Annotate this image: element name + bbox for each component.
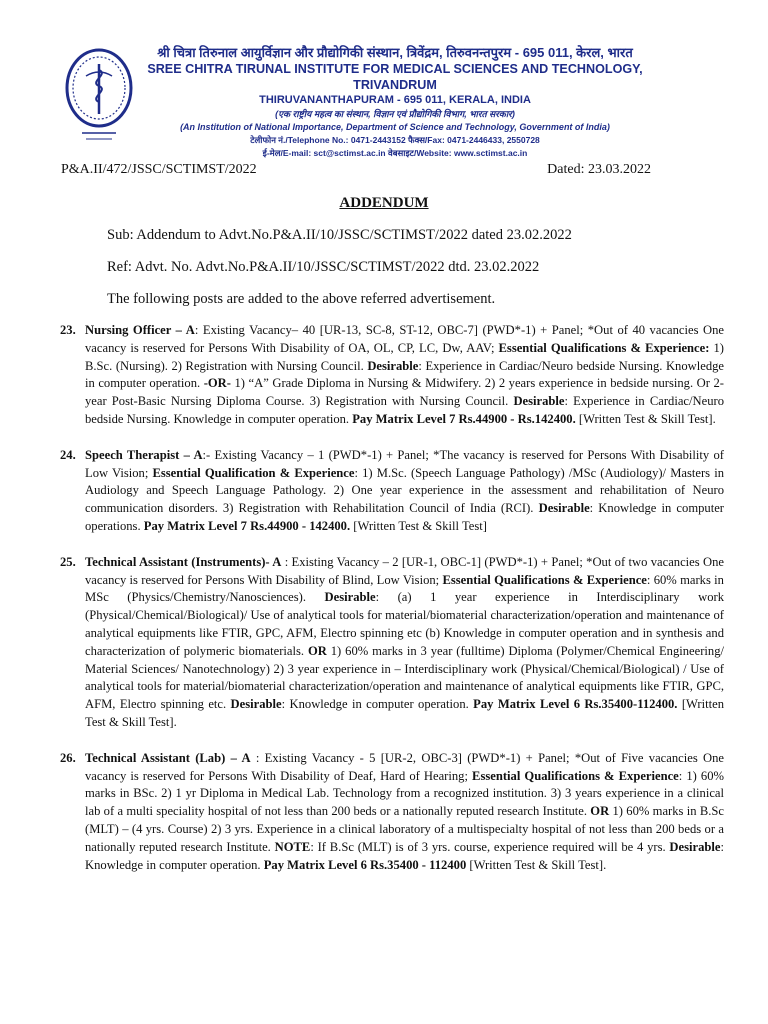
post-body [85,554,724,732]
letterhead [0,0,768,160]
list-item [60,750,724,875]
post-body [85,322,724,429]
note-text: : If B.Sc (MLT) is of 3 yrs. course, experience required will be 4 yrs. [310,839,670,854]
post-title: Speech Therapist – A [85,447,203,462]
list-item [60,554,724,732]
document-title: ADDENDUM [339,195,429,211]
qualification-label: Essential Qualifications & Experience: [498,340,710,355]
contact-email-web: ई-मेल/E-mail: sct@sctimst.ac.in वेबसाइट/Website: www.sctimst.ac.in [262,148,528,158]
post-title: Technical Assistant (Lab) – A [85,750,251,765]
desirable-text: : Experience in Cardiac/Neuro bedside Nursing. Knowledge in computer operation. [85,394,724,426]
or-label: OR [590,804,610,819]
or-label: -OR- [203,376,231,391]
test-info: [Written Test & Skill Test]. [85,697,725,729]
desirable-label: Desirable [513,394,565,409]
post-body [85,447,724,536]
pay-matrix: Pay Matrix Level 6 Rs.35400-112400. [473,697,678,712]
date: Dated: 23.03.2022 [547,162,651,177]
institute-status-hindi: (एक राष्ट्रीय महत्व का संस्थान, विज्ञान एवं प्रौद्योगिकी विभाग, भारत सरकार) [275,109,515,119]
qualification-text: : 1) M.Sc. (Speech Language Pathology) /MSc (Audiology)/ Masters in Audiology and Speech Language Pathology. 2) One year experience in the assessment and rehabilitation of Neuro communication disorders. 3) Registration with Rehabilitation Council of India (RCI). [85,465,724,516]
note-label: NOTE [274,839,311,854]
list-item [60,447,724,536]
pay-matrix: Pay Matrix Level 6 Rs.35400 - 112400 [263,857,467,872]
qualification-text: : 60% marks in MSc (Physics/Chemistry/Nanosciences). [85,572,724,605]
qualification-label: Essential Qualifications & Experience [472,768,679,783]
post-number: 26. [60,750,76,765]
desirable-text: : Knowledge in computer operations. [85,501,724,533]
intro-line: The following posts are added to the above referred advertisement. [107,291,496,307]
desirable-label: Desirable [367,358,419,373]
desirable-text: : (a) 1 year experience in Interdisciplinary work (Physical/Chemical/Biological)/ Use of analytical tools for material/biomaterial characterization/operation and maintenance of analytical equipments like FTIR, GPC, AFM, Electro spinning etc (b) Knowledge in computer operation and in synthesis and characterization of polymeric biomaterials. [85,590,724,658]
post-vacancy: :- Existing Vacancy – 1 (PWD*-1) + Panel; *The vacancy is reserved for Persons With Disability of Low Vision; [85,447,724,480]
desirable-label: Desirable [538,501,590,516]
post-number: 25. [60,554,76,569]
pay-matrix: Pay Matrix Level 7 Rs.44900 - Rs.142400. [352,411,576,426]
sctimst-seal-icon [64,38,134,156]
post-number: 23. [60,323,76,337]
post-vacancy: : Existing Vacancy – 2 [UR-1, OBC-1] (PWD*-1) + Panel; *Out of two vacancies One vacancy is reserved for Persons With Disability of Blind, Low Vision; [85,554,724,587]
post-vacancy: : Existing Vacancy– 40 [UR-13, SC-8, ST-12, OBC-7] (PWD*-1) + Panel; *Out of 40 vacancies One vacancy is reserved for Persons With Disability of OA, OL, CP, LC, Dw, AAV; [85,323,724,355]
post-title: Technical Assistant (Instruments)- A [85,554,282,569]
desirable-text: : Knowledge in computer operation. [85,839,724,872]
post-title: Nursing Officer – A [85,323,195,337]
desirable-label: Desirable [230,697,282,712]
pay-matrix: Pay Matrix Level 7 Rs.44900 - 142400. [143,518,351,533]
or-text: 1) 60% marks in B.Sc (MLT) – (4 yrs. Course) 2) 3 yrs. Experience in a clinical laboratory of a multispecialty hospital of not less than 200 beds or a nationally reputed research Institute. [85,804,724,854]
desirable-label: Desirable [669,839,721,854]
qualification-text: 1) B.Sc. (Nursing). 2) Registration with Nursing Council. [85,340,724,373]
institute-status: (An Institution of National Importance, Department of Science and Technology, Government of India) [180,122,610,132]
subject-line: Sub: Addendum to Advt.No.P&A.II/10/JSSC/SCTIMST/2022 dated 23.02.2022 [107,227,572,243]
desirable-label: Desirable [324,590,376,605]
institute-name: SREE CHITRA TIRUNAL INSTITUTE FOR MEDICAL SCIENCES AND TECHNOLOGY, TRIVANDRUM [147,62,643,92]
reference-row [61,162,651,178]
or-text: 1) 60% marks in 3 year (fulltime) Diploma (Polymer/Chemical Engineering/ Material Sciences/ Nanotechnology) 2) 3 year experience in – Interdisciplinary work (Physical/Chemical/Biological) / Use of analytical tools for material/biomaterial characterization/operation and maintenance of analytical equipments like FTIR, GPC, AFM, Electro spinning etc. [85,643,724,712]
qualification-label: Essential Qualification & Experience [152,465,355,480]
post-number: 24. [60,447,76,462]
desirable-text: : Experience in Cardiac/Neuro bedside Nursing. Knowledge in computer operation. [85,358,725,391]
letterhead-text [130,44,660,160]
or-label: OR [307,643,327,658]
test-info: [Written Test & Skill Test]. [575,411,716,426]
institute-name-hindi: श्री चित्रा तिरुनाल आयुर्विज्ञान और प्रौद्योगिकी संस्थान, त्रिवेंद्रम, तिरुवनन्तपुरम - 695 011, केरल, भारत [157,45,633,60]
institute-address: THIRUVANANTHAPURAM - 695 011, KERALA, INDIA [259,94,531,106]
desirable-text: : Knowledge in computer operation. [281,697,474,712]
posts-list [60,322,724,892]
or-text: 1) “A” Grade Diploma in Nursing & Midwifery. 2) 2 years experience in bedside nursing. Or 2-year Post-Basic Nursing Diploma Course. 3) Registration with Nursing Council. [85,376,724,409]
contact-phone: टेलीफोन नं./Telephone No.: 0471-2443152 फैक्स/Fax: 0471-2446433, 2550728 [250,135,540,145]
post-body [85,750,724,875]
qualification-label: Essential Qualifications & Experience [442,572,647,587]
reference-number: P&A.II/472/JSSC/SCTIMST/2022 [61,162,257,177]
reference-line: Ref: Advt. No. Advt.No.P&A.II/10/JSSC/SCTIMST/2022 dtd. 23.02.2022 [107,259,540,275]
post-vacancy: : Existing Vacancy - 5 [UR-2, OBC-3] (PWD*-1) + Panel; *Out of Five vacancies One vacancy is reserved for Persons With Disability of Deaf, Hard of Hearing; [85,750,725,783]
test-info: [Written Test & Skill Test] [350,518,487,533]
list-item [60,322,724,429]
qualification-text: : 1) 60% marks in BSc. 2) 1 yr Diploma in Medical Lab. Technology from a recognized institution. 3) 3 years experience in a clinical lab of a multi speciality hospital of not less than 200 beds or a nationally reputed research Institute. [85,768,725,819]
test-info: [Written Test & Skill Test]. [466,857,607,872]
